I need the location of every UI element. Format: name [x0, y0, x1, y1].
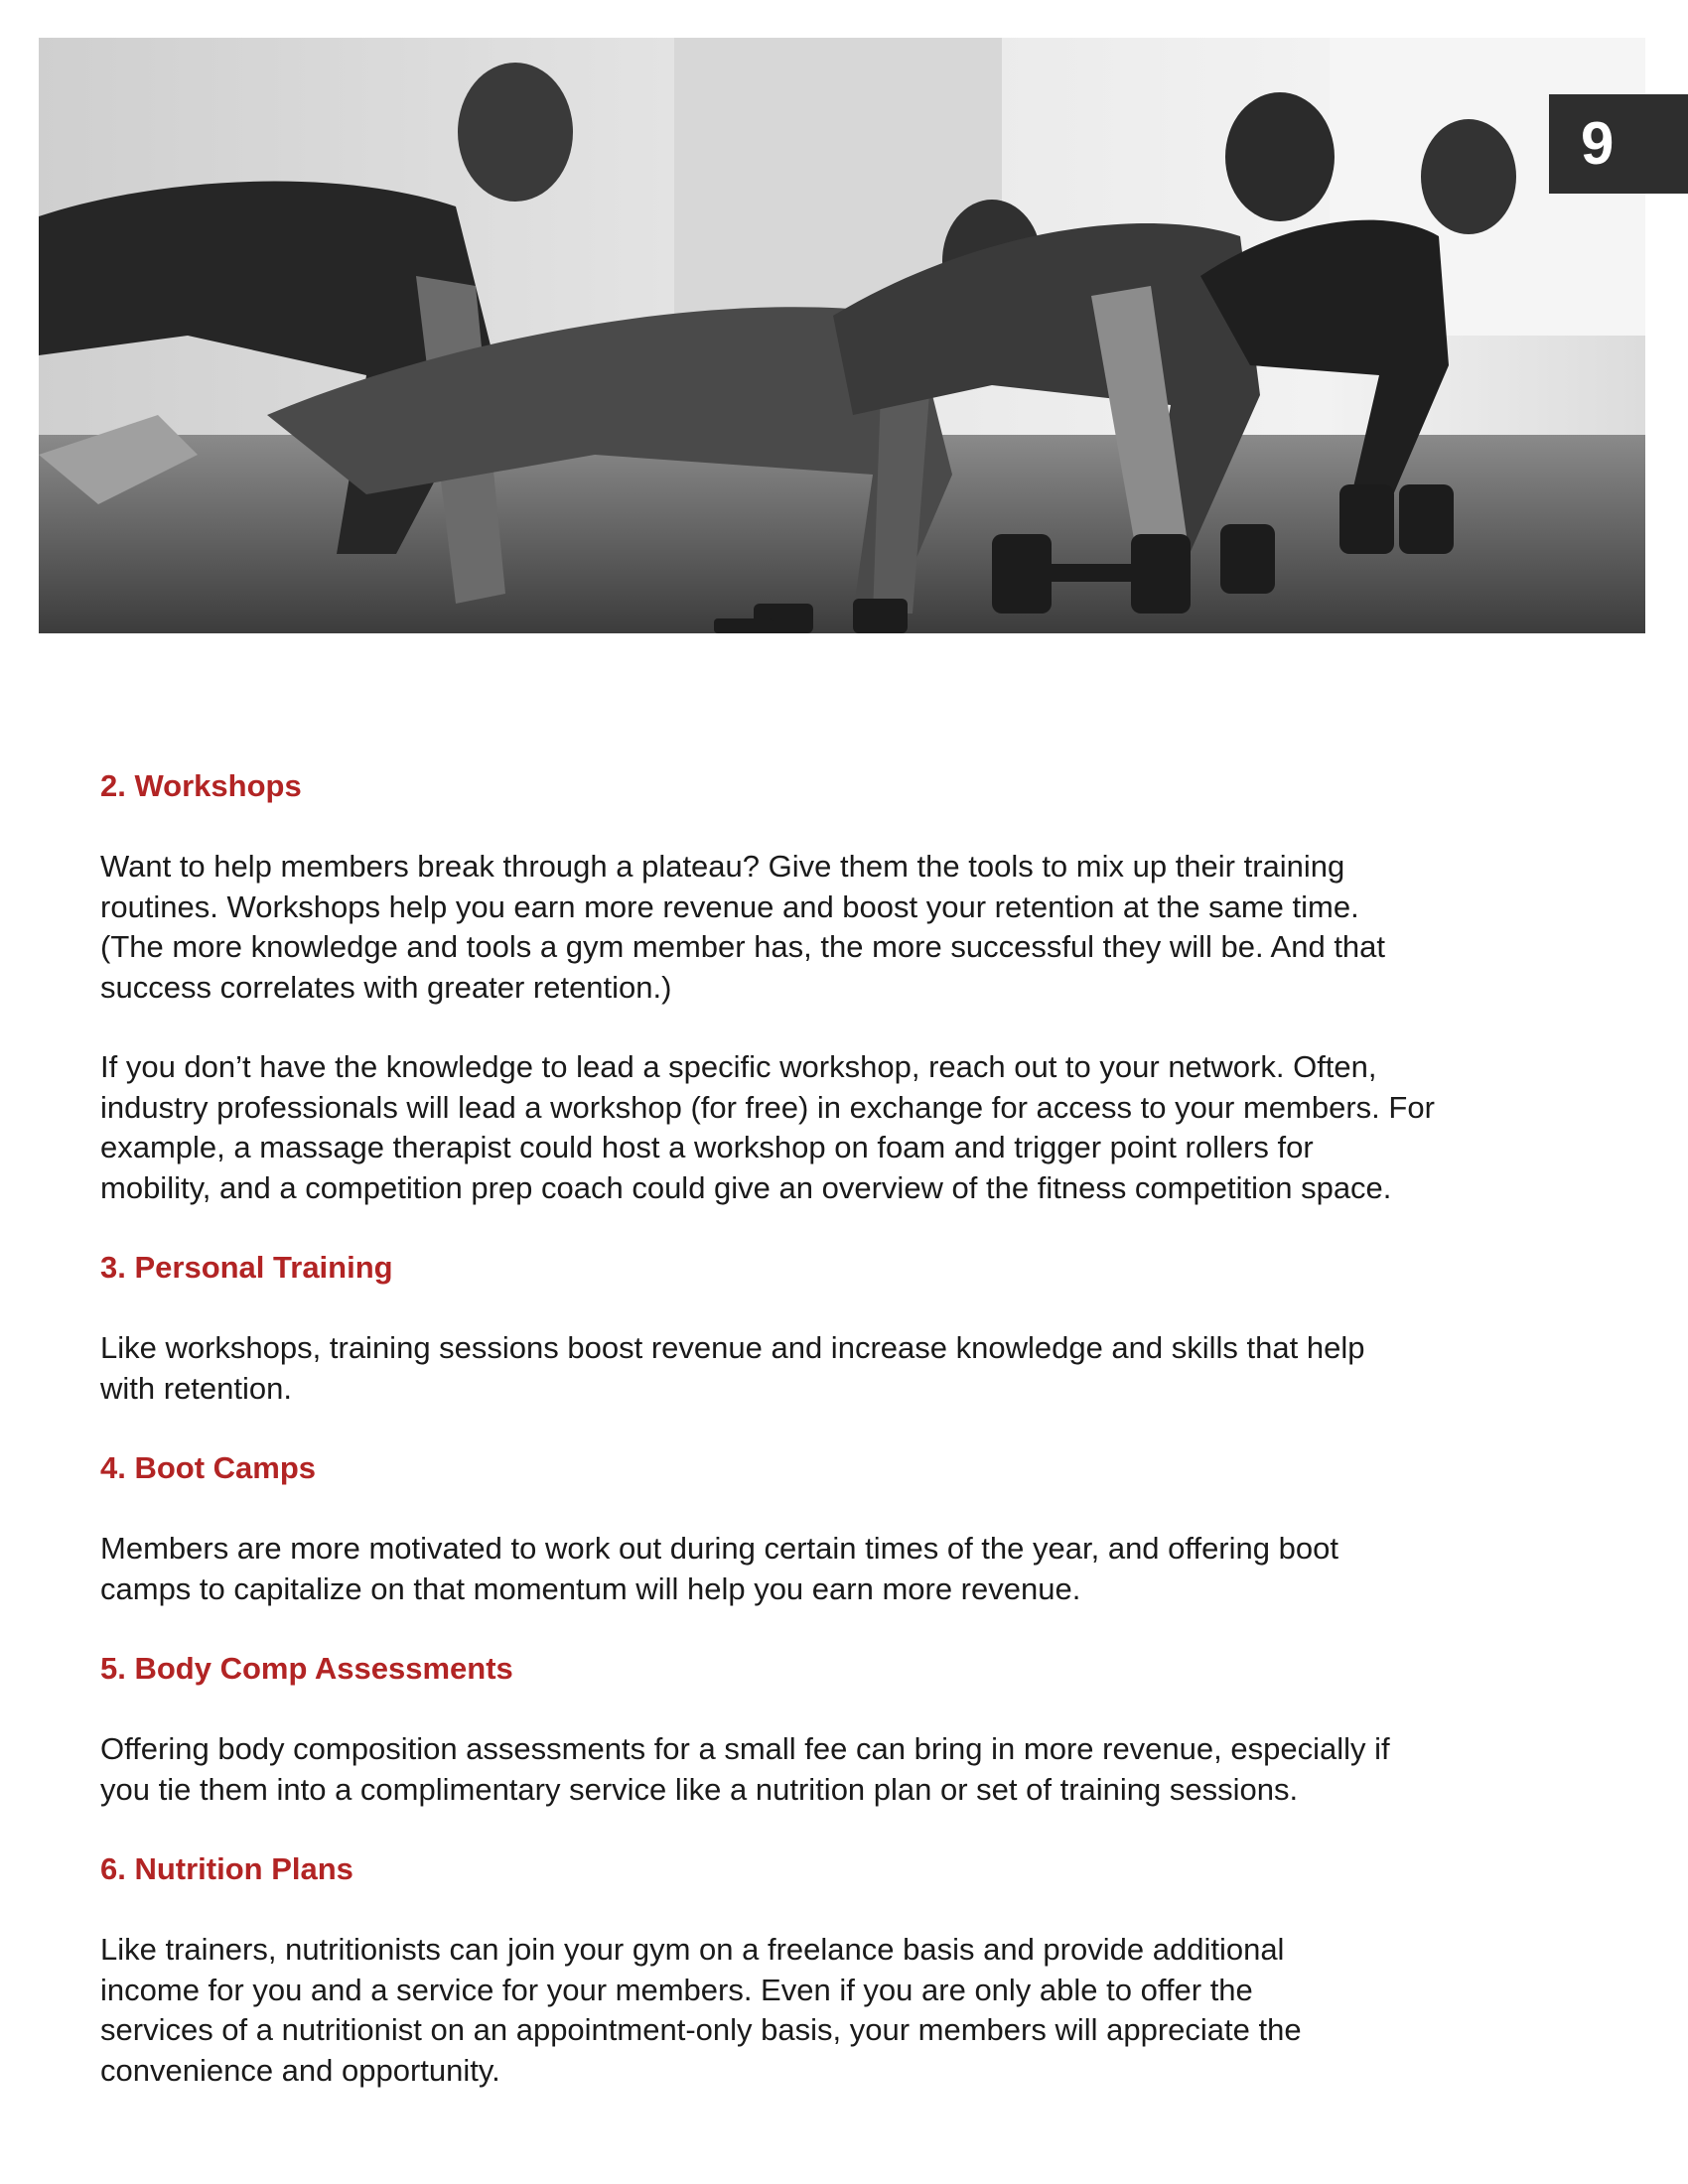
text-line: with retention. — [100, 1370, 292, 1406]
text-line: camps to capitalize on that momentum will help you earn more revenue. — [100, 1570, 1081, 1606]
personal-training-paragraph — [100, 1328, 1590, 1409]
boot-camps-paragraph — [100, 1529, 1590, 1609]
text-line: you tie them into a complimentary service like a nutrition plan or set of training sessions. — [100, 1771, 1299, 1807]
text-line: If you don’t have the knowledge to lead a specific workshop, reach out to your network. Often, — [100, 1049, 1377, 1084]
section-heading-workshops: 2. Workshops — [100, 768, 302, 803]
text-line: (The more knowledge and tools a gym member has, the more successful they will be. And that — [100, 929, 1386, 964]
page-number-badge: 9 — [1549, 94, 1688, 194]
text-line: income for you and a service for your members. Even if you are only able to offer the — [100, 1972, 1253, 2007]
workshops-paragraph-2 — [100, 1047, 1590, 1208]
section-heading-personal-training: 3. Personal Training — [100, 1250, 393, 1285]
text-line: Like trainers, nutritionists can join your gym on a freelance basis and provide additional — [100, 1932, 1285, 1967]
section-heading-boot-camps: 4. Boot Camps — [100, 1450, 317, 1485]
text-line: routines. Workshops help you earn more revenue and boost your retention at the same time. — [100, 888, 1359, 924]
section-heading-nutrition-plans: 6. Nutrition Plans — [100, 1851, 353, 1886]
text-line: success correlates with greater retention.) — [100, 969, 672, 1005]
text-line: mobility, and a competition prep coach could give an overview of the fitness competition space. — [100, 1169, 1392, 1205]
nutrition-plans-paragraph — [100, 1930, 1590, 2091]
body-comp-paragraph — [100, 1729, 1590, 1810]
hero-image — [39, 38, 1645, 633]
text-line: Members are more motivated to work out during certain times of the year, and offering boot — [100, 1531, 1338, 1566]
text-line: example, a massage therapist could host a workshop on foam and trigger point rollers for — [100, 1130, 1314, 1164]
text-line: convenience and opportunity. — [100, 2052, 500, 2088]
text-line: industry professionals will lead a workshop (for free) in exchange for access to your members. For — [100, 1089, 1435, 1125]
text-line: Offering body composition assessments for a small fee can bring in more revenue, especially if — [100, 1731, 1390, 1766]
text-line: Like workshops, training sessions boost revenue and increase knowledge and skills that help — [100, 1330, 1365, 1365]
text-line: Want to help members break through a plateau? Give them the tools to mix up their training — [100, 849, 1345, 884]
text-line: services of a nutritionist on an appointment-only basis, your members will appreciate the — [100, 2012, 1302, 2047]
group-plank-workout-photo-icon — [39, 38, 1645, 633]
section-heading-body-comp-assessments: 5. Body Comp Assessments — [100, 1651, 513, 1686]
workshops-paragraph-1 — [100, 847, 1590, 1008]
article-body — [100, 766, 1590, 2091]
